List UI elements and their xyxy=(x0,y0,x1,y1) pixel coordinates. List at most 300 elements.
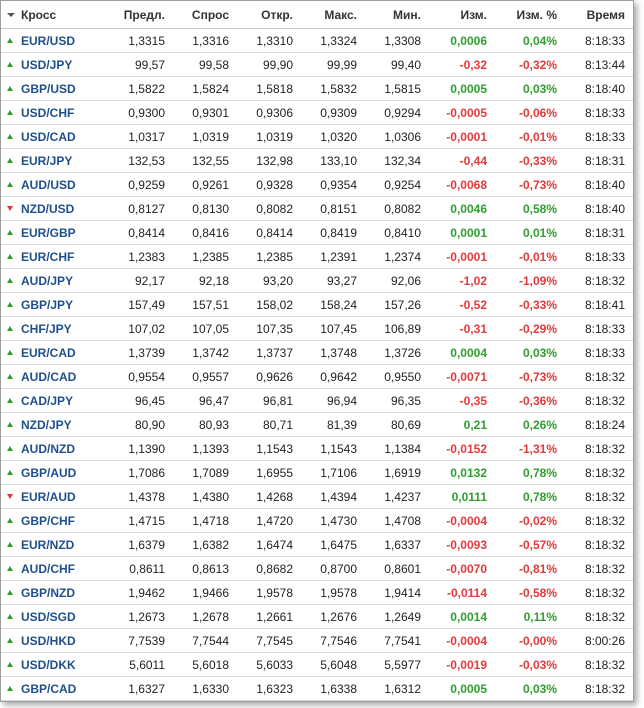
pair-cell xyxy=(1,197,101,221)
arrow-up-icon xyxy=(7,38,13,43)
pair-link[interactable]: GBP/CAD xyxy=(21,681,77,696)
time-cell: 8:18:32 xyxy=(565,581,633,605)
ask-cell: 1,4718 xyxy=(173,509,237,533)
pair-link[interactable]: USD/SGD xyxy=(21,609,76,624)
open-cell: 1,5818 xyxy=(237,77,301,101)
bid-cell: 1,5822 xyxy=(101,77,173,101)
arrow-up-icon xyxy=(7,86,13,91)
open-cell: 99,90 xyxy=(237,53,301,77)
high-cell: 158,24 xyxy=(301,293,365,317)
bid-cell: 5,6011 xyxy=(101,653,173,677)
time-cell: 8:18:32 xyxy=(565,557,633,581)
high-cell: 1,6338 xyxy=(301,677,365,701)
time-cell: 8:18:24 xyxy=(565,413,633,437)
time-cell: 8:18:33 xyxy=(565,29,633,53)
change-cell: 0,0001 xyxy=(429,221,495,245)
table-row[interactable] xyxy=(1,125,633,149)
high-cell: 7,7546 xyxy=(301,629,365,653)
pair-link[interactable]: EUR/AUD xyxy=(21,489,76,504)
ask-cell: 1,3316 xyxy=(173,29,237,53)
header-name[interactable] xyxy=(1,1,101,29)
bid-cell: 1,1390 xyxy=(101,437,173,461)
header-open[interactable]: Откр. xyxy=(237,1,301,29)
pair-link[interactable]: AUD/USD xyxy=(21,177,76,192)
high-cell: 1,6475 xyxy=(301,533,365,557)
pair-link[interactable]: GBP/JPY xyxy=(21,297,74,312)
bid-cell: 1,2673 xyxy=(101,605,173,629)
low-cell: 0,9254 xyxy=(365,173,429,197)
time-cell: 8:18:40 xyxy=(565,173,633,197)
pair-cell xyxy=(1,653,101,677)
currency-quotes-table xyxy=(1,1,633,701)
low-cell: 1,9414 xyxy=(365,581,429,605)
high-cell: 0,8151 xyxy=(301,197,365,221)
low-cell: 1,0306 xyxy=(365,125,429,149)
arrow-up-icon xyxy=(7,374,13,379)
time-cell: 8:18:32 xyxy=(565,677,633,701)
ask-cell: 0,9557 xyxy=(173,365,237,389)
table-row[interactable] xyxy=(1,605,633,629)
table-row[interactable] xyxy=(1,293,633,317)
open-cell: 158,02 xyxy=(237,293,301,317)
change-pct-cell: -0,33% xyxy=(495,149,565,173)
low-cell: 1,4237 xyxy=(365,485,429,509)
change-pct-cell: -0,06% xyxy=(495,101,565,125)
arrow-down-icon xyxy=(7,494,13,499)
pair-link[interactable]: EUR/USD xyxy=(21,33,76,48)
change-cell: 0,21 xyxy=(429,413,495,437)
time-cell: 8:18:41 xyxy=(565,293,633,317)
high-cell: 0,9309 xyxy=(301,101,365,125)
time-cell: 8:18:32 xyxy=(565,653,633,677)
ask-cell: 1,1393 xyxy=(173,437,237,461)
change-pct-cell: 0,26% xyxy=(495,413,565,437)
open-cell: 5,6033 xyxy=(237,653,301,677)
open-cell: 0,9328 xyxy=(237,173,301,197)
high-cell: 1,3324 xyxy=(301,29,365,53)
time-cell: 8:18:33 xyxy=(565,341,633,365)
table-row[interactable] xyxy=(1,461,633,485)
change-pct-cell: -0,01% xyxy=(495,125,565,149)
high-cell: 1,4730 xyxy=(301,509,365,533)
time-cell: 8:18:32 xyxy=(565,437,633,461)
bid-cell: 107,02 xyxy=(101,317,173,341)
change-pct-cell: -0,57% xyxy=(495,533,565,557)
pair-link[interactable]: EUR/NZD xyxy=(21,537,75,552)
bid-cell: 0,9300 xyxy=(101,101,173,125)
change-pct-cell: 0,03% xyxy=(495,677,565,701)
pair-link[interactable]: EUR/JPY xyxy=(21,153,73,168)
pair-cell xyxy=(1,341,101,365)
arrow-up-icon xyxy=(7,398,13,403)
pair-cell xyxy=(1,101,101,125)
high-cell: 96,94 xyxy=(301,389,365,413)
open-cell: 80,71 xyxy=(237,413,301,437)
pair-link[interactable]: AUD/JPY xyxy=(21,273,74,288)
time-cell: 8:18:40 xyxy=(565,197,633,221)
arrow-down-icon xyxy=(7,206,13,211)
header-ask[interactable]: Спрос xyxy=(173,1,237,29)
table-row[interactable] xyxy=(1,365,633,389)
ask-cell: 1,9466 xyxy=(173,581,237,605)
low-cell: 157,26 xyxy=(365,293,429,317)
change-pct-cell: 0,11% xyxy=(495,605,565,629)
pair-cell xyxy=(1,221,101,245)
open-cell: 1,3310 xyxy=(237,29,301,53)
table-row[interactable] xyxy=(1,653,633,677)
pair-cell xyxy=(1,437,101,461)
table-row[interactable] xyxy=(1,317,633,341)
change-cell: -0,0093 xyxy=(429,533,495,557)
pair-link[interactable]: AUD/CAD xyxy=(21,369,77,384)
ask-cell: 7,7544 xyxy=(173,629,237,653)
table-row[interactable] xyxy=(1,29,633,53)
low-cell: 132,34 xyxy=(365,149,429,173)
arrow-up-icon xyxy=(7,110,13,115)
bid-cell: 1,2383 xyxy=(101,245,173,269)
pair-cell xyxy=(1,173,101,197)
open-cell: 1,4720 xyxy=(237,509,301,533)
pair-link[interactable]: NZD/USD xyxy=(21,201,75,216)
open-cell: 1,3737 xyxy=(237,341,301,365)
pair-link[interactable]: CAD/JPY xyxy=(21,393,74,408)
time-cell: 8:18:32 xyxy=(565,365,633,389)
low-cell: 0,9294 xyxy=(365,101,429,125)
ask-cell: 0,8613 xyxy=(173,557,237,581)
pair-link[interactable]: EUR/CAD xyxy=(21,345,76,360)
low-cell: 1,2649 xyxy=(365,605,429,629)
table-row[interactable] xyxy=(1,557,633,581)
table-row[interactable] xyxy=(1,533,633,557)
header-bid[interactable]: Предл. xyxy=(101,1,173,29)
bid-cell: 0,8611 xyxy=(101,557,173,581)
pair-cell xyxy=(1,389,101,413)
change-pct-cell: -0,36% xyxy=(495,389,565,413)
ask-cell: 0,8416 xyxy=(173,221,237,245)
pair-cell xyxy=(1,245,101,269)
pair-link[interactable]: EUR/GBP xyxy=(21,225,76,240)
pair-cell xyxy=(1,605,101,629)
header-high[interactable]: Макс. xyxy=(301,1,365,29)
high-cell: 0,8700 xyxy=(301,557,365,581)
ask-cell: 157,51 xyxy=(173,293,237,317)
table-row[interactable] xyxy=(1,413,633,437)
table-row[interactable] xyxy=(1,509,633,533)
high-cell: 1,3748 xyxy=(301,341,365,365)
open-cell: 107,35 xyxy=(237,317,301,341)
low-cell: 5,5977 xyxy=(365,653,429,677)
table-row[interactable] xyxy=(1,629,633,653)
pair-cell xyxy=(1,149,101,173)
low-cell: 80,69 xyxy=(365,413,429,437)
change-cell: -0,0004 xyxy=(429,629,495,653)
pair-cell xyxy=(1,29,101,53)
bid-cell: 96,45 xyxy=(101,389,173,413)
low-cell: 0,8410 xyxy=(365,221,429,245)
table-row[interactable] xyxy=(1,341,633,365)
change-cell: 0,0046 xyxy=(429,197,495,221)
table-row[interactable] xyxy=(1,245,633,269)
bid-cell: 132,53 xyxy=(101,149,173,173)
open-cell: 0,9626 xyxy=(237,365,301,389)
open-cell: 1,6323 xyxy=(237,677,301,701)
table-row[interactable] xyxy=(1,173,633,197)
high-cell: 0,9642 xyxy=(301,365,365,389)
open-cell: 1,6955 xyxy=(237,461,301,485)
change-pct-cell: -0,00% xyxy=(495,629,565,653)
sort-desc-icon xyxy=(7,13,15,17)
bid-cell: 1,6379 xyxy=(101,533,173,557)
arrow-up-icon xyxy=(7,230,13,235)
low-cell: 1,4708 xyxy=(365,509,429,533)
time-cell: 8:18:32 xyxy=(565,269,633,293)
bid-cell: 0,8414 xyxy=(101,221,173,245)
pair-link[interactable]: USD/CHF xyxy=(21,105,75,120)
table-row[interactable] xyxy=(1,581,633,605)
arrow-up-icon xyxy=(7,614,13,619)
high-cell: 1,7106 xyxy=(301,461,365,485)
ask-cell: 5,6018 xyxy=(173,653,237,677)
high-cell: 133,10 xyxy=(301,149,365,173)
change-pct-cell: -0,02% xyxy=(495,509,565,533)
ask-cell: 1,4380 xyxy=(173,485,237,509)
low-cell: 92,06 xyxy=(365,269,429,293)
bid-cell: 80,90 xyxy=(101,413,173,437)
arrow-up-icon xyxy=(7,542,13,547)
ask-cell: 1,0319 xyxy=(173,125,237,149)
pair-cell xyxy=(1,509,101,533)
bid-cell: 1,0317 xyxy=(101,125,173,149)
ask-cell: 1,2385 xyxy=(173,245,237,269)
change-cell: -0,0019 xyxy=(429,653,495,677)
quotes-body xyxy=(1,29,633,701)
low-cell: 1,3308 xyxy=(365,29,429,53)
arrow-up-icon xyxy=(7,182,13,187)
change-pct-cell: 0,04% xyxy=(495,29,565,53)
change-cell: 0,0111 xyxy=(429,485,495,509)
open-cell: 93,20 xyxy=(237,269,301,293)
change-pct-cell: -0,03% xyxy=(495,653,565,677)
change-cell: 0,0006 xyxy=(429,29,495,53)
change-pct-cell: -1,09% xyxy=(495,269,565,293)
table-row[interactable] xyxy=(1,437,633,461)
high-cell: 81,39 xyxy=(301,413,365,437)
ask-cell: 1,5824 xyxy=(173,77,237,101)
open-cell: 0,8082 xyxy=(237,197,301,221)
pair-cell xyxy=(1,365,101,389)
open-cell: 1,6474 xyxy=(237,533,301,557)
bid-cell: 157,49 xyxy=(101,293,173,317)
arrow-up-icon xyxy=(7,566,13,571)
pair-link[interactable]: USD/HKD xyxy=(21,633,76,648)
time-cell: 8:13:44 xyxy=(565,53,633,77)
pair-link[interactable]: EUR/CHF xyxy=(21,249,75,264)
ask-cell: 1,6330 xyxy=(173,677,237,701)
change-cell: 0,0014 xyxy=(429,605,495,629)
high-cell: 1,1543 xyxy=(301,437,365,461)
pair-cell xyxy=(1,629,101,653)
time-cell: 8:18:33 xyxy=(565,101,633,125)
ask-cell: 0,8130 xyxy=(173,197,237,221)
pair-cell xyxy=(1,53,101,77)
bid-cell: 1,6327 xyxy=(101,677,173,701)
bid-cell: 1,4715 xyxy=(101,509,173,533)
table-row[interactable] xyxy=(1,77,633,101)
change-cell: 0,0005 xyxy=(429,677,495,701)
change-cell: -0,0114 xyxy=(429,581,495,605)
time-cell: 8:18:32 xyxy=(565,533,633,557)
table-row[interactable] xyxy=(1,197,633,221)
bid-cell: 1,3315 xyxy=(101,29,173,53)
time-cell: 8:18:32 xyxy=(565,461,633,485)
pair-link[interactable]: AUD/NZD xyxy=(21,441,75,456)
bid-cell: 0,9554 xyxy=(101,365,173,389)
pair-cell xyxy=(1,269,101,293)
pair-link[interactable]: GBP/CHF xyxy=(21,513,75,528)
change-cell: -0,31 xyxy=(429,317,495,341)
ask-cell: 96,47 xyxy=(173,389,237,413)
arrow-up-icon xyxy=(7,446,13,451)
pair-cell xyxy=(1,77,101,101)
arrow-up-icon xyxy=(7,326,13,331)
open-cell: 1,2385 xyxy=(237,245,301,269)
high-cell: 93,27 xyxy=(301,269,365,293)
arrow-up-icon xyxy=(7,254,13,259)
change-cell: -0,35 xyxy=(429,389,495,413)
change-pct-cell: 0,03% xyxy=(495,77,565,101)
high-cell: 0,8419 xyxy=(301,221,365,245)
change-cell: -0,0001 xyxy=(429,245,495,269)
ask-cell: 1,3742 xyxy=(173,341,237,365)
ask-cell: 107,05 xyxy=(173,317,237,341)
header-change-pct[interactable]: Изм. % xyxy=(495,1,565,29)
low-cell: 7,7541 xyxy=(365,629,429,653)
pair-link[interactable]: NZD/JPY xyxy=(21,417,72,432)
high-cell: 0,9354 xyxy=(301,173,365,197)
header-low[interactable]: Мин. xyxy=(365,1,429,29)
open-cell: 0,8682 xyxy=(237,557,301,581)
time-cell: 8:18:32 xyxy=(565,605,633,629)
pair-cell xyxy=(1,533,101,557)
high-cell: 99,99 xyxy=(301,53,365,77)
change-cell: -0,0004 xyxy=(429,509,495,533)
high-cell: 1,5832 xyxy=(301,77,365,101)
time-cell: 8:00:26 xyxy=(565,629,633,653)
change-cell: 0,0005 xyxy=(429,77,495,101)
arrow-up-icon xyxy=(7,350,13,355)
high-cell: 1,0320 xyxy=(301,125,365,149)
low-cell: 1,6337 xyxy=(365,533,429,557)
time-cell: 8:18:32 xyxy=(565,389,633,413)
table-row[interactable] xyxy=(1,269,633,293)
change-pct-cell: 0,78% xyxy=(495,485,565,509)
low-cell: 1,3726 xyxy=(365,341,429,365)
change-pct-cell: -0,29% xyxy=(495,317,565,341)
arrow-up-icon xyxy=(7,278,13,283)
header-time[interactable]: Время xyxy=(565,1,633,29)
time-cell: 8:18:32 xyxy=(565,509,633,533)
pair-link[interactable]: GBP/USD xyxy=(21,81,76,96)
open-cell: 1,1543 xyxy=(237,437,301,461)
pair-link[interactable]: AUD/CHF xyxy=(21,561,75,576)
change-cell: -0,0071 xyxy=(429,365,495,389)
open-cell: 96,81 xyxy=(237,389,301,413)
ask-cell: 0,9261 xyxy=(173,173,237,197)
time-cell: 8:18:40 xyxy=(565,77,633,101)
high-cell: 5,6048 xyxy=(301,653,365,677)
pair-link[interactable]: CHF/JPY xyxy=(21,321,72,336)
low-cell: 0,8082 xyxy=(365,197,429,221)
pair-cell xyxy=(1,125,101,149)
arrow-up-icon xyxy=(7,62,13,67)
bid-cell: 1,7086 xyxy=(101,461,173,485)
table-row[interactable] xyxy=(1,485,633,509)
bid-cell: 92,17 xyxy=(101,269,173,293)
header-change[interactable]: Изм. xyxy=(429,1,495,29)
open-cell: 1,4268 xyxy=(237,485,301,509)
arrow-up-icon xyxy=(7,422,13,427)
table-row[interactable] xyxy=(1,677,633,701)
change-pct-cell: -0,01% xyxy=(495,245,565,269)
pair-cell xyxy=(1,677,101,701)
pair-link[interactable]: USD/DKK xyxy=(21,657,76,672)
ask-cell: 80,93 xyxy=(173,413,237,437)
time-cell: 8:18:33 xyxy=(565,125,633,149)
ask-cell: 0,9301 xyxy=(173,101,237,125)
pair-link[interactable]: GBP/AUD xyxy=(21,465,77,480)
low-cell: 1,6919 xyxy=(365,461,429,485)
low-cell: 1,1384 xyxy=(365,437,429,461)
high-cell: 1,9578 xyxy=(301,581,365,605)
pair-link[interactable]: GBP/NZD xyxy=(21,585,75,600)
ask-cell: 92,18 xyxy=(173,269,237,293)
ask-cell: 1,2678 xyxy=(173,605,237,629)
arrow-up-icon xyxy=(7,470,13,475)
table-row[interactable] xyxy=(1,221,633,245)
pair-cell xyxy=(1,317,101,341)
table-row[interactable] xyxy=(1,53,633,77)
arrow-up-icon xyxy=(7,158,13,163)
ask-cell: 1,7089 xyxy=(173,461,237,485)
change-cell: -0,0001 xyxy=(429,125,495,149)
change-cell: -0,0070 xyxy=(429,557,495,581)
open-cell: 7,7545 xyxy=(237,629,301,653)
table-row[interactable] xyxy=(1,101,633,125)
bid-cell: 99,57 xyxy=(101,53,173,77)
pair-link[interactable]: USD/JPY xyxy=(21,57,73,72)
pair-cell xyxy=(1,461,101,485)
change-pct-cell: -1,31% xyxy=(495,437,565,461)
time-cell: 8:18:33 xyxy=(565,245,633,269)
low-cell: 1,6312 xyxy=(365,677,429,701)
arrow-up-icon xyxy=(7,590,13,595)
arrow-up-icon xyxy=(7,662,13,667)
change-pct-cell: 0,01% xyxy=(495,221,565,245)
low-cell: 99,40 xyxy=(365,53,429,77)
high-cell: 1,4394 xyxy=(301,485,365,509)
open-cell: 0,8414 xyxy=(237,221,301,245)
pair-link[interactable]: USD/CAD xyxy=(21,129,76,144)
bid-cell: 0,9259 xyxy=(101,173,173,197)
change-cell: -0,32 xyxy=(429,53,495,77)
open-cell: 1,2661 xyxy=(237,605,301,629)
table-row[interactable] xyxy=(1,389,633,413)
pair-cell xyxy=(1,293,101,317)
table-row[interactable] xyxy=(1,149,633,173)
bid-cell: 0,8127 xyxy=(101,197,173,221)
open-cell: 132,98 xyxy=(237,149,301,173)
change-cell: -1,02 xyxy=(429,269,495,293)
